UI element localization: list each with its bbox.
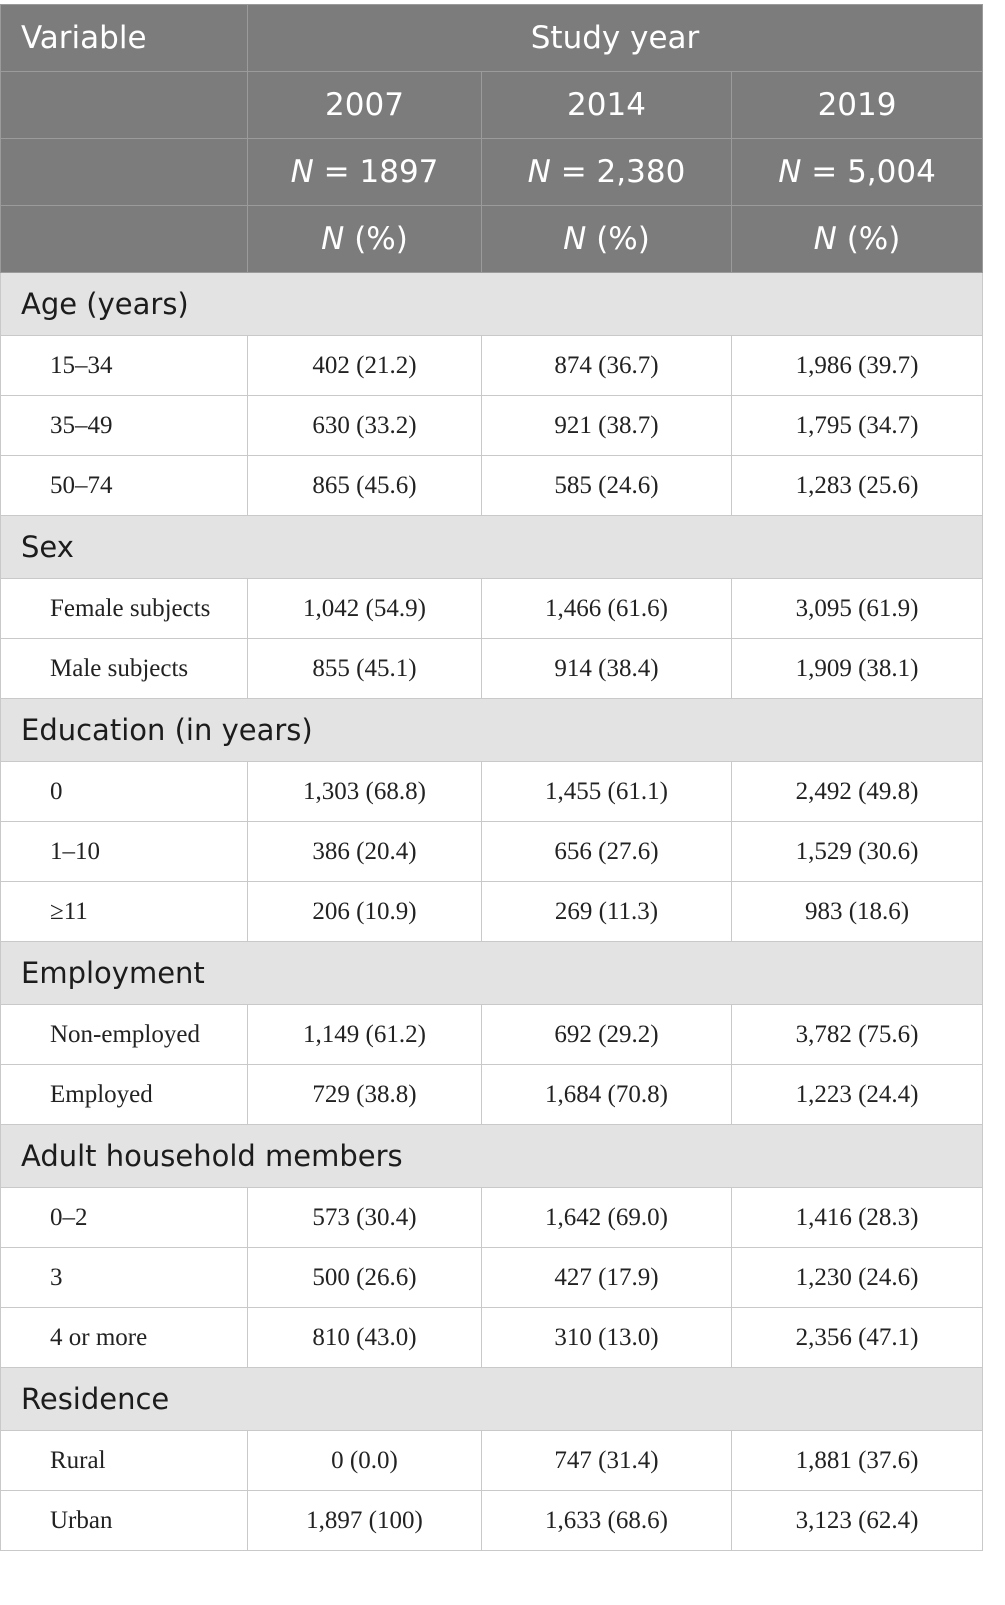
section-title: Employment xyxy=(1,942,983,1005)
table-row xyxy=(1,1188,983,1248)
n-value: = 5,004 xyxy=(801,154,936,190)
row-label: Male subjects xyxy=(1,639,248,699)
value-cell: 386 (20.4) xyxy=(248,822,482,882)
value-cell: 2,356 (47.1) xyxy=(732,1308,983,1368)
section-title: Education (in years) xyxy=(1,699,983,762)
value-cell: 874 (36.7) xyxy=(482,336,732,396)
n-header xyxy=(248,139,482,206)
value-cell: 810 (43.0) xyxy=(248,1308,482,1368)
header-blank-cell xyxy=(1,72,248,139)
pct-label: (%) xyxy=(836,221,901,257)
row-label: 15–34 xyxy=(1,336,248,396)
value-cell: 1,795 (34.7) xyxy=(732,396,983,456)
year-header: 2014 xyxy=(482,72,732,139)
table-row xyxy=(1,882,983,942)
pct-header xyxy=(732,206,983,273)
section-row xyxy=(1,942,983,1005)
year-header: 2019 xyxy=(732,72,983,139)
value-cell: 1,149 (61.2) xyxy=(248,1005,482,1065)
value-cell: 3,095 (61.9) xyxy=(732,579,983,639)
value-cell: 1,042 (54.9) xyxy=(248,579,482,639)
n-symbol: N xyxy=(778,154,802,190)
header-row-years xyxy=(1,72,983,139)
row-label: 1–10 xyxy=(1,822,248,882)
table-row xyxy=(1,579,983,639)
value-cell: 921 (38.7) xyxy=(482,396,732,456)
n-header xyxy=(732,139,983,206)
value-cell: 427 (17.9) xyxy=(482,1248,732,1308)
n-value: = 2,380 xyxy=(550,154,686,190)
value-cell: 656 (27.6) xyxy=(482,822,732,882)
value-cell: 310 (13.0) xyxy=(482,1308,732,1368)
value-cell: 269 (11.3) xyxy=(482,882,732,942)
value-cell: 0 (0.0) xyxy=(248,1431,482,1491)
table-row xyxy=(1,762,983,822)
row-label: 3 xyxy=(1,1248,248,1308)
header-row-n xyxy=(1,139,983,206)
value-cell: 1,283 (25.6) xyxy=(732,456,983,516)
value-cell: 729 (38.8) xyxy=(248,1065,482,1125)
row-label: ≥11 xyxy=(1,882,248,942)
row-label: 0 xyxy=(1,762,248,822)
n-symbol: N xyxy=(813,221,837,257)
pct-header xyxy=(248,206,482,273)
variable-header: Variable xyxy=(1,5,248,72)
value-cell: 1,223 (24.4) xyxy=(732,1065,983,1125)
pct-label: (%) xyxy=(586,221,650,257)
value-cell: 630 (33.2) xyxy=(248,396,482,456)
value-cell: 692 (29.2) xyxy=(482,1005,732,1065)
value-cell: 855 (45.1) xyxy=(248,639,482,699)
n-header xyxy=(482,139,732,206)
value-cell: 1,633 (68.6) xyxy=(482,1491,732,1551)
row-label: Rural xyxy=(1,1431,248,1491)
table-row xyxy=(1,1491,983,1551)
row-label: Employed xyxy=(1,1065,248,1125)
table-row xyxy=(1,1248,983,1308)
table-row xyxy=(1,396,983,456)
row-label: Urban xyxy=(1,1491,248,1551)
table-row xyxy=(1,639,983,699)
table-row xyxy=(1,336,983,396)
value-cell: 3,782 (75.6) xyxy=(732,1005,983,1065)
section-row xyxy=(1,699,983,762)
section-title: Sex xyxy=(1,516,983,579)
value-cell: 1,642 (69.0) xyxy=(482,1188,732,1248)
value-cell: 1,455 (61.1) xyxy=(482,762,732,822)
row-label: 35–49 xyxy=(1,396,248,456)
n-symbol: N xyxy=(321,221,345,257)
value-cell: 1,909 (38.1) xyxy=(732,639,983,699)
value-cell: 1,230 (24.6) xyxy=(732,1248,983,1308)
section-title: Residence xyxy=(1,1368,983,1431)
row-label: Non-employed xyxy=(1,1005,248,1065)
value-cell: 3,123 (62.4) xyxy=(732,1491,983,1551)
value-cell: 747 (31.4) xyxy=(482,1431,732,1491)
table-body xyxy=(1,273,983,1551)
table-row xyxy=(1,822,983,882)
section-title: Age (years) xyxy=(1,273,983,336)
row-label: 4 or more xyxy=(1,1308,248,1368)
table-row xyxy=(1,1308,983,1368)
value-cell: 1,881 (37.6) xyxy=(732,1431,983,1491)
pct-header xyxy=(482,206,732,273)
value-cell: 500 (26.6) xyxy=(248,1248,482,1308)
header-blank-cell xyxy=(1,206,248,273)
table-container xyxy=(0,4,983,1551)
value-cell: 573 (30.4) xyxy=(248,1188,482,1248)
value-cell: 1,529 (30.6) xyxy=(732,822,983,882)
value-cell: 1,684 (70.8) xyxy=(482,1065,732,1125)
value-cell: 1,303 (68.8) xyxy=(248,762,482,822)
section-row xyxy=(1,1125,983,1188)
table-row xyxy=(1,456,983,516)
n-symbol: N xyxy=(527,154,551,190)
table-header xyxy=(1,5,983,273)
header-blank-cell xyxy=(1,139,248,206)
table-row xyxy=(1,1431,983,1491)
value-cell: 865 (45.6) xyxy=(248,456,482,516)
value-cell: 1,416 (28.3) xyxy=(732,1188,983,1248)
n-value: = 1897 xyxy=(313,154,439,190)
row-label: Female subjects xyxy=(1,579,248,639)
value-cell: 983 (18.6) xyxy=(732,882,983,942)
demographics-table xyxy=(0,4,983,1551)
n-symbol: N xyxy=(563,221,587,257)
row-label: 50–74 xyxy=(1,456,248,516)
year-header: 2007 xyxy=(248,72,482,139)
value-cell: 1,466 (61.6) xyxy=(482,579,732,639)
value-cell: 206 (10.9) xyxy=(248,882,482,942)
value-cell: 914 (38.4) xyxy=(482,639,732,699)
table-row xyxy=(1,1005,983,1065)
table-row xyxy=(1,1065,983,1125)
header-row-pct xyxy=(1,206,983,273)
section-title: Adult household members xyxy=(1,1125,983,1188)
value-cell: 2,492 (49.8) xyxy=(732,762,983,822)
value-cell: 1,897 (100) xyxy=(248,1491,482,1551)
pct-label: (%) xyxy=(344,221,408,257)
study-year-header: Study year xyxy=(248,5,983,72)
value-cell: 585 (24.6) xyxy=(482,456,732,516)
section-row xyxy=(1,516,983,579)
section-row xyxy=(1,273,983,336)
section-row xyxy=(1,1368,983,1431)
header-row-title xyxy=(1,5,983,72)
n-symbol: N xyxy=(290,154,314,190)
value-cell: 1,986 (39.7) xyxy=(732,336,983,396)
row-label: 0–2 xyxy=(1,1188,248,1248)
value-cell: 402 (21.2) xyxy=(248,336,482,396)
